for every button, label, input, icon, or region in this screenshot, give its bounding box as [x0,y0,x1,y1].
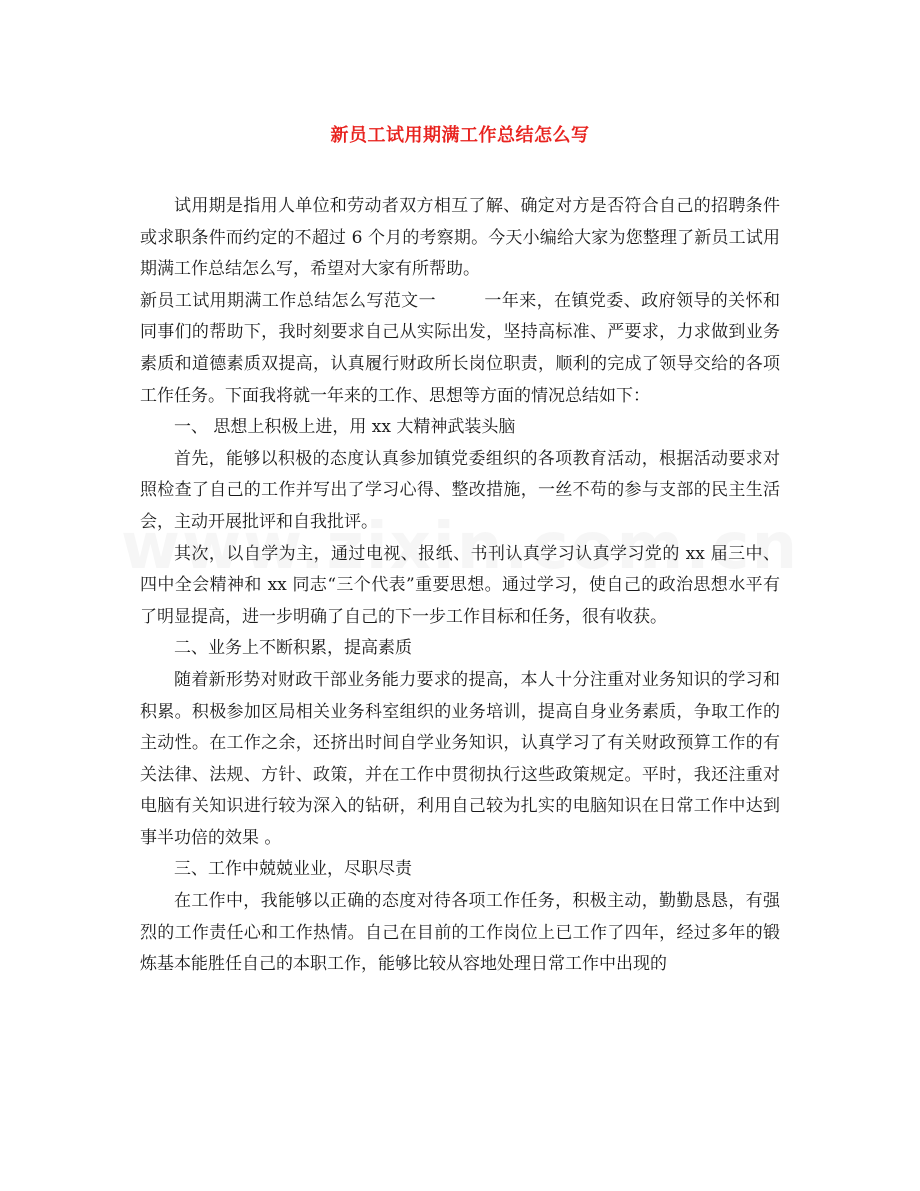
section2-paragraph-1: 随着新形势对财政干部业务能力要求的提高，本人十分注重对业务知识的学习和积累。积极参加区局相关业务科室组织的业务培训，提高自身业务素质，争取工作的主动性。在工作之余，还挤出时间自学业务知识，认真学习了有关财政预算工作的有关法律、法规、方针、政策，并在工作中贯彻执行这些政策规定。平时，我还注重对电脑有关知识进行较为深入的钻研，利用自己较为扎实的电脑知识在日常工作中达到事半功倍的效果 。 [140,669,780,848]
section3-heading: 三、工作中兢兢业业，尽职尽责 [174,859,412,880]
section1-paragraph-1: 首先，能够以积极的态度认真参加镇党委组织的各项教育活动，根据活动要求对照检查了自己的工作并写出了学习心得、整改措施，一丝不苟的参与支部的民主生活会，主动开展批评和自我批评。 [140,448,780,532]
intro-paragraph: 试用期是指用人单位和劳动者双方相互了解、确定对方是否符合自己的招聘条件或求职条件而约定的不超过 6 个月的考察期。今天小编给大家为您整理了新员工试用期满工作总结怎么写，希望对大家有所帮助。 [140,196,780,280]
document-title: 新员工试用期满工作总结怎么写 [330,125,590,146]
section2-heading: 二、业务上不断积累，提高素质 [174,638,412,659]
section1-heading: 一、 思想上积极上进，用 xx 大精神武装头脑 [174,417,516,438]
section1-paragraph-2: 其次，以自学为主，通过电视、报纸、书刊认真学习认真学习党的 xx 届三中、四中全会精神和 xx 同志“三个代表”重要思想。通过学习，使自己的政治思想水平有了明显提高，进一步明确了自己的下一步工作目标和任务，很有收获。 [140,543,780,627]
sample-heading: 新员工试用期满工作总结怎么写范文一 [140,290,436,311]
sample-paragraph [140,286,780,412]
document-body [140,191,780,981]
section3-paragraph-1: 在工作中，我能够以正确的态度对待各项工作任务，积极主动，勤勤恳恳，有强烈的工作责任心和工作热情。自己在目前的工作岗位上已工作了四年，经过多年的锻炼基本能胜任自己的本职工作，能够比较从容地处理日常工作中出现的 [140,891,780,975]
sample-intro: 一年来，在镇党委、政府领导的关怀和同事们的帮助下，我时刻要求自己从实际出发，坚持高标准、严要求，力求做到业务素质和道德素质双提高，认真履行财政所长岗位职责，顺利的完成了领导交给的各项工作任务。下面我将就一年来的工作、思想等方面的情况总结如下： [140,290,780,406]
